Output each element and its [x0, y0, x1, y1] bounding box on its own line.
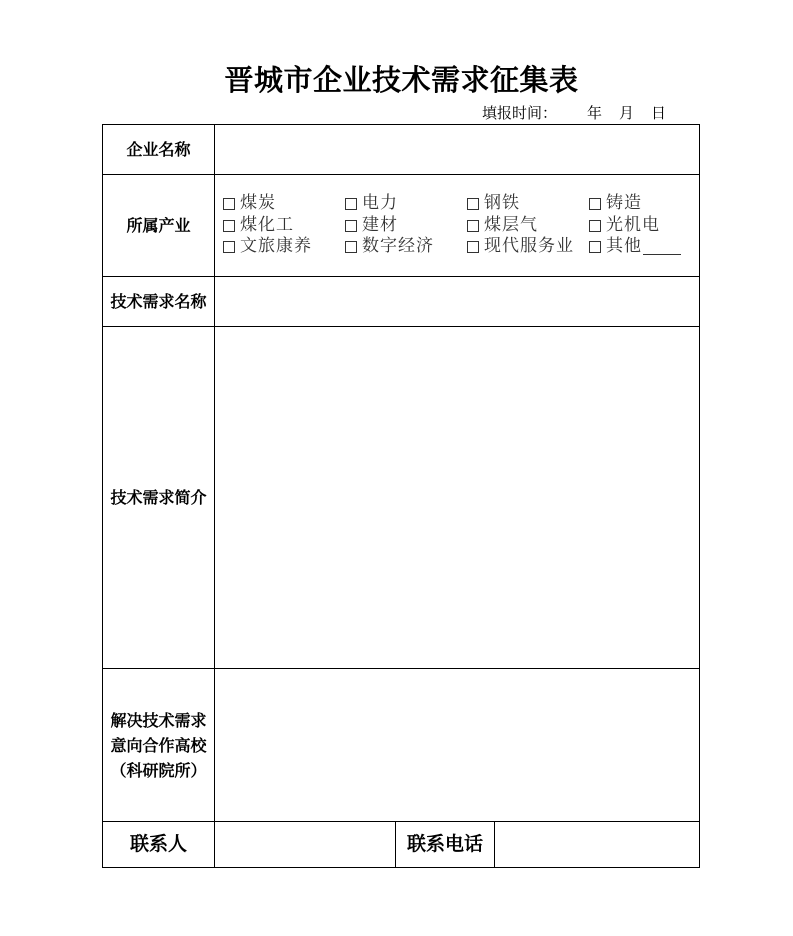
- demand-form-table: [102, 124, 700, 868]
- partner-label-line-1: 解决技术需求: [110, 710, 207, 730]
- checkbox-icon[interactable]: [223, 241, 235, 253]
- option-label: 数字经济: [362, 236, 434, 257]
- row-contact: [103, 822, 700, 868]
- industry-option-culture-tourism-health[interactable]: [223, 236, 345, 258]
- option-label: 现代服务业: [484, 236, 574, 257]
- tech-demand-intro-label: 技术需求简介: [103, 327, 215, 669]
- checkbox-icon[interactable]: [467, 241, 479, 253]
- option-label: 建材: [362, 214, 398, 235]
- tech-demand-name-label: 技术需求名称: [103, 277, 215, 327]
- industry-option-building-materials[interactable]: [345, 215, 467, 237]
- option-label: 煤层气: [484, 214, 538, 235]
- option-label: 铸造: [606, 193, 642, 214]
- fill-date-month-unit: 月: [619, 104, 635, 122]
- checkbox-icon[interactable]: [467, 198, 479, 210]
- row-tech-demand-intro: [103, 327, 700, 669]
- option-label: 煤炭: [240, 193, 276, 214]
- industry-option-coalbed-methane[interactable]: [467, 215, 589, 237]
- fill-date-year-unit: 年: [587, 104, 603, 122]
- fill-date-label: 填报时间：: [482, 104, 558, 122]
- industry-label: 所属产业: [103, 175, 215, 277]
- contact-person-label: 联系人: [103, 822, 215, 868]
- checkbox-icon[interactable]: [589, 241, 601, 253]
- industry-option-casting[interactable]: [589, 193, 699, 215]
- contact-phone-field[interactable]: [495, 822, 700, 868]
- industry-options-cell: [215, 175, 700, 277]
- option-label: 钢铁: [484, 193, 520, 214]
- partner-label-line-3: （科研院所）: [110, 760, 207, 780]
- checkbox-icon[interactable]: [345, 241, 357, 253]
- partner-institution-label: [103, 669, 215, 822]
- checkbox-icon[interactable]: [223, 198, 235, 210]
- industry-option-optoelectronics[interactable]: [589, 215, 699, 237]
- checkbox-icon[interactable]: [223, 220, 235, 232]
- page-title: 晋城市企业技术需求征集表: [224, 63, 579, 97]
- row-industry: [103, 175, 700, 277]
- checkbox-icon[interactable]: [589, 198, 601, 210]
- industry-option-modern-services[interactable]: [467, 236, 589, 258]
- checkbox-icon[interactable]: [345, 198, 357, 210]
- row-company-name: [103, 125, 700, 175]
- option-label: 其他: [606, 236, 642, 257]
- option-label: 煤化工: [240, 214, 294, 235]
- company-name-field[interactable]: [215, 125, 700, 175]
- industry-option-digital-economy[interactable]: [345, 236, 467, 258]
- row-tech-demand-name: [103, 277, 700, 327]
- tech-demand-intro-field[interactable]: [215, 327, 700, 669]
- industry-option-steel[interactable]: [467, 193, 589, 215]
- partner-label-line-2: 意向合作高校: [110, 735, 207, 755]
- option-label: 光机电: [606, 214, 660, 235]
- option-label: 文旅康养: [240, 236, 312, 257]
- industry-option-coal[interactable]: [223, 193, 345, 215]
- checkbox-icon[interactable]: [467, 220, 479, 232]
- other-fill-blank-line[interactable]: [643, 239, 681, 255]
- industry-option-electric-power[interactable]: [345, 193, 467, 215]
- contact-phone-label: 联系电话: [396, 822, 495, 868]
- industry-option-other[interactable]: [589, 236, 699, 258]
- partner-institution-field[interactable]: [215, 669, 700, 822]
- fill-date-day-unit: 日: [651, 104, 667, 122]
- checkbox-icon[interactable]: [345, 220, 357, 232]
- option-label: 电力: [362, 193, 398, 214]
- industry-option-coal-chemical[interactable]: [223, 215, 345, 237]
- industry-options: [215, 193, 699, 258]
- row-partner-institution: [103, 669, 700, 822]
- company-name-label: 企业名称: [103, 125, 215, 175]
- contact-person-field[interactable]: [215, 822, 396, 868]
- tech-demand-name-field[interactable]: [215, 277, 700, 327]
- checkbox-icon[interactable]: [589, 220, 601, 232]
